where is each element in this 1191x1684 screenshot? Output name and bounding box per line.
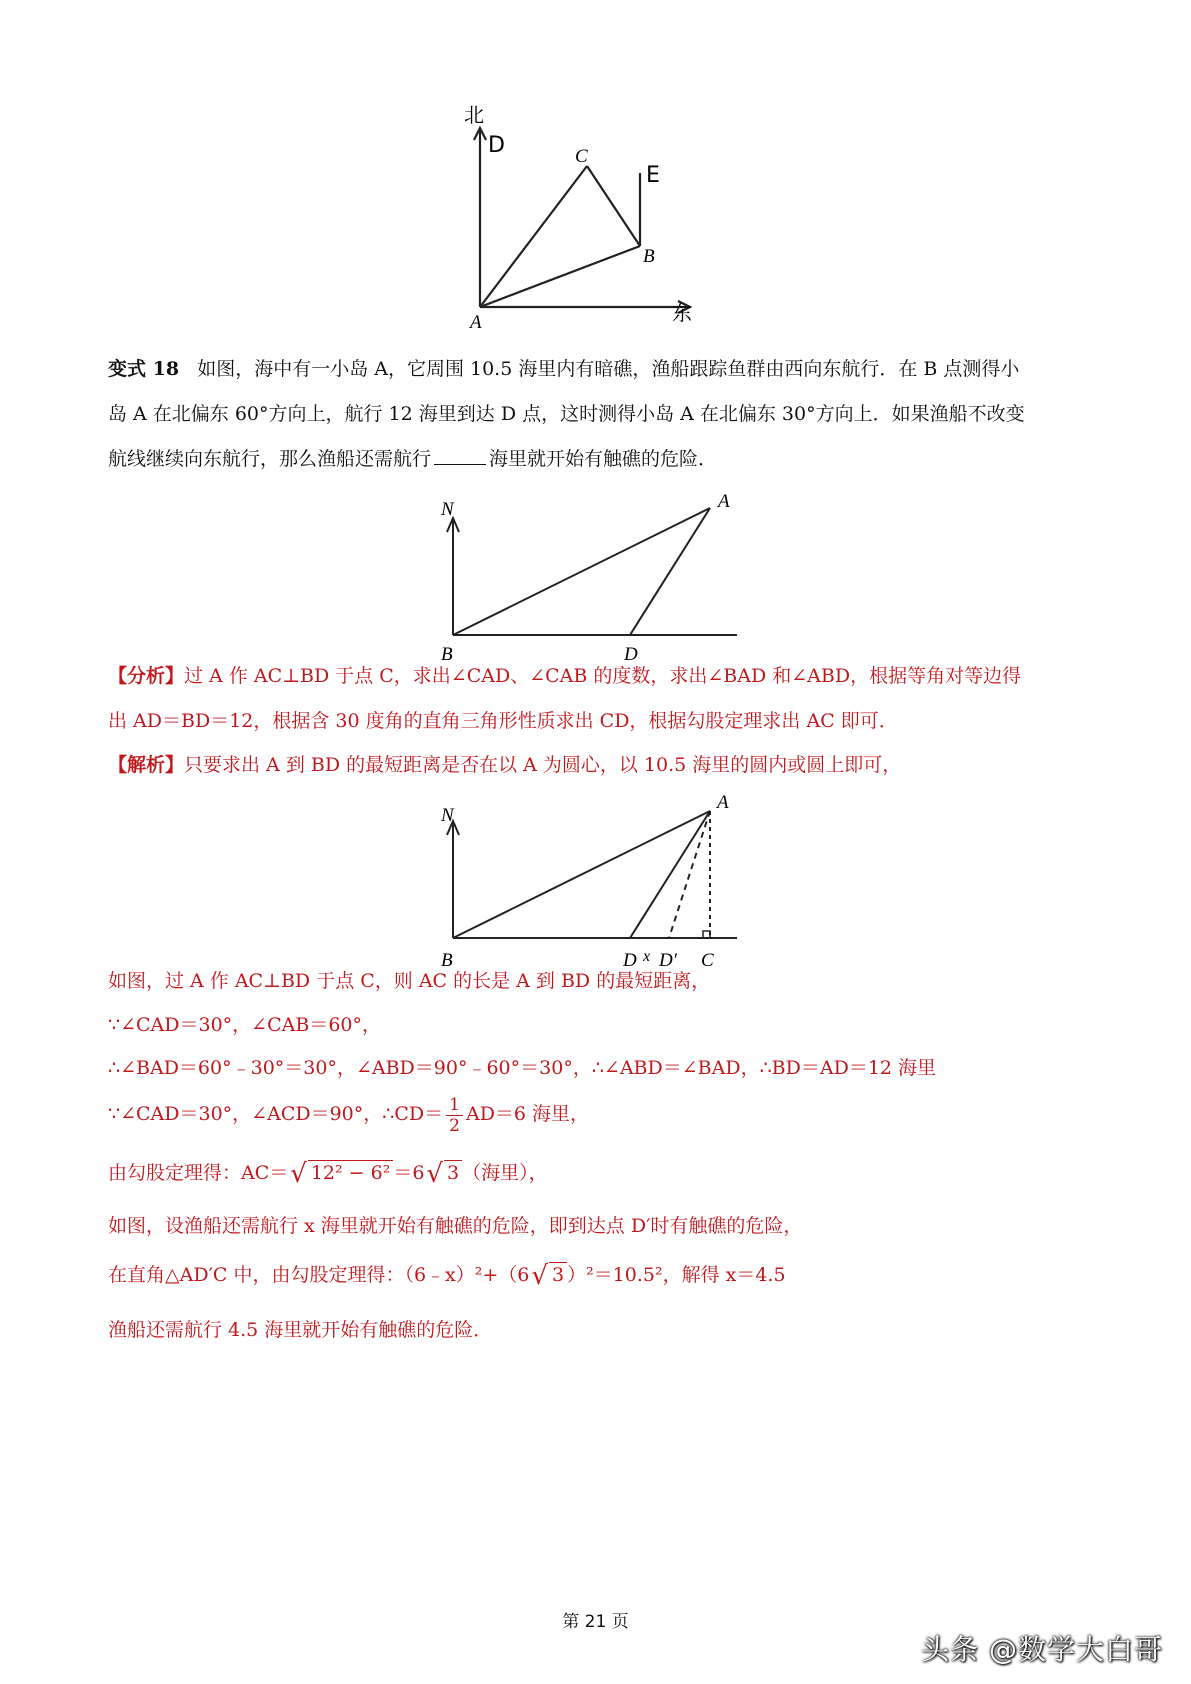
figure-2-diagram <box>425 485 745 670</box>
point-D-label: D <box>488 133 505 158</box>
problem-text-3b: 海里就开始有触礁的危险． <box>489 448 718 470</box>
radicand-2: 3 <box>444 1160 462 1184</box>
fraction-denominator: 2 <box>449 1115 460 1136</box>
point-A-label: A <box>470 312 482 333</box>
right-angle-mark <box>703 931 710 938</box>
point-B-label: B <box>441 950 453 971</box>
segment-BA <box>453 508 710 635</box>
step-4-text-a: ∵∠CAD＝30°，∠ACD＝90°，∴CD＝ <box>108 1103 444 1125</box>
point-A-label: A <box>718 491 730 512</box>
problem-line-3 <box>108 446 717 472</box>
point-B-label: B <box>643 246 655 267</box>
watermark: 头条 @数学大白哥 <box>921 1633 1163 1666</box>
radicand-1: 12² − 6² <box>308 1160 394 1184</box>
problem-line-2: 岛 A 在北偏东 60°方向上，航行 12 海里到达 D 点，这时测得小岛 A 在北偏东 30°方向上．如果渔船不改变 <box>108 403 1025 425</box>
solution-text-1: 只要求出 A 到 BD 的最短距离是否在以 A 为圆心，以 10.5 海里的圆内或圆上即可， <box>184 754 902 776</box>
analysis-line-2: 出 AD＝BD＝12，根据含 30 度角的直角三角形性质求出 CD，根据勾股定理求出 AC 即可． <box>108 710 898 732</box>
problem-text-1: 如图，海中有一小岛 A，它周围 10.5 海里内有暗礁，渔船跟踪鱼群由西向东航行．在 B 点测得小 <box>197 358 1020 380</box>
figure-1-diagram <box>450 100 710 335</box>
step-1: 如图，过 A 作 AC⊥BD 于点 C，则 AC 的长是 A 到 BD 的最短距离， <box>108 970 711 992</box>
point-D-label: D <box>623 950 637 971</box>
point-C-label: C <box>701 950 714 971</box>
point-B-label: B <box>441 644 453 665</box>
figure-3-diagram <box>425 788 745 978</box>
segment-BA <box>453 811 710 938</box>
point-N-label: N <box>441 805 454 826</box>
point-A-label: A <box>717 792 729 813</box>
analysis-text-1: 过 A 作 AC⊥BD 于点 C，求出∠CAD、∠CAB 的度数，求出∠BAD 和∠ABD，根据等角对等边得 <box>184 665 1022 687</box>
segment-AD-prime <box>669 811 710 938</box>
analysis-line-1 <box>108 663 1021 689</box>
east-label: 东 <box>672 301 692 325</box>
step-5-text-b: ＝6 <box>393 1162 425 1184</box>
solution-line-1 <box>108 752 901 778</box>
radicand-3: 3 <box>549 1262 567 1286</box>
radical-sign-icon: √ <box>531 1261 548 1291</box>
radical-sign-icon: √ <box>426 1159 444 1189</box>
point-E-label: E <box>646 163 660 188</box>
segment-CB <box>587 166 640 246</box>
point-D-prime-label: D′ <box>659 950 677 971</box>
step-7 <box>108 1262 786 1289</box>
step-7-text-b: ）²＝10.5²，解得 x＝4.5 <box>567 1264 786 1286</box>
page-number: 第 21 页 <box>562 1612 629 1632</box>
step-8: 渔船还需航行 4.5 海里就开始有触礁的危险． <box>108 1319 493 1341</box>
point-C-label: C <box>575 146 588 167</box>
analysis-tag: 【分析】 <box>108 665 185 687</box>
step-2: ∵∠CAD＝30°，∠CAB＝60°， <box>108 1014 381 1036</box>
point-N-label: N <box>441 499 454 520</box>
step-4 <box>108 1092 589 1136</box>
step-3: ∴∠BAD＝60°﹣30°＝30°，∠ABD＝90°﹣60°＝30°，∴∠ABD＝∠BAD，∴BD＝AD＝12 海里 <box>108 1057 937 1079</box>
fraction-numerator: 1 <box>446 1095 463 1116</box>
problem-line-1 <box>108 356 1019 382</box>
answer-blank <box>434 446 486 465</box>
north-label: 北 <box>464 103 484 127</box>
step-7-text-a: 在直角△AD′C 中，由勾股定理得：（6﹣x）²+（6 <box>108 1264 530 1286</box>
radical-sign-icon: √ <box>290 1159 307 1189</box>
step-5-text-c: （海里）， <box>462 1162 548 1184</box>
step-5-text-a: 由勾股定理得：AC＝ <box>108 1162 289 1184</box>
step-4-text-b: AD＝6 海里， <box>465 1103 590 1125</box>
problem-label: 变式 18 <box>108 358 180 380</box>
fraction-one-half <box>446 1095 463 1136</box>
problem-text-3a: 航线继续向东航行，那么渔船还需航行 <box>108 448 432 470</box>
segment-x-label: x <box>643 948 651 965</box>
step-5 <box>108 1160 548 1187</box>
solution-tag: 【解析】 <box>108 754 185 776</box>
step-6: 如图，设渔船还需航行 x 海里就开始有触礁的危险，即到达点 D′时有触礁的危险， <box>108 1215 803 1237</box>
point-D-label: D <box>624 644 638 665</box>
